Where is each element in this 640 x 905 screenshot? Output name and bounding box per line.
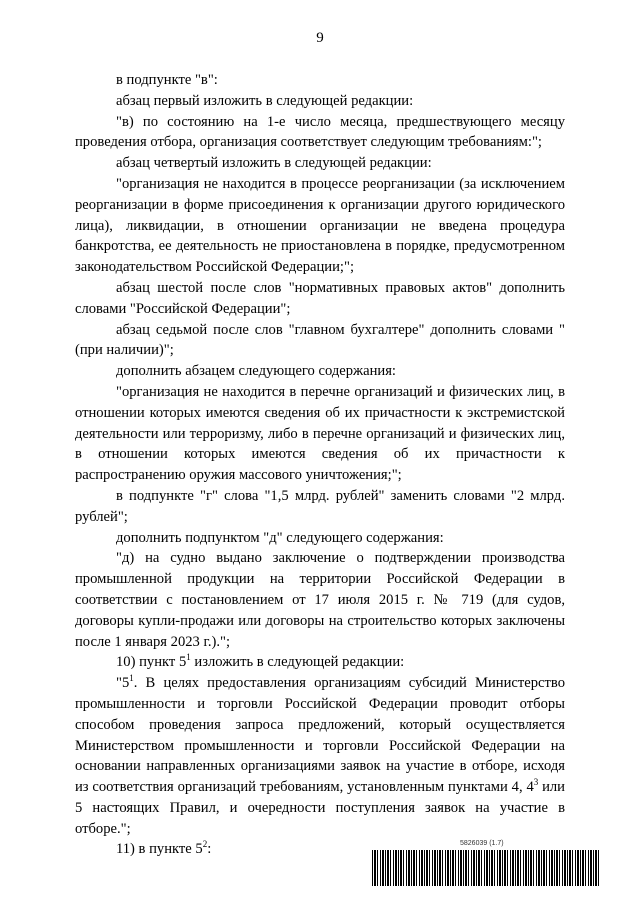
page-number: 9 bbox=[316, 30, 324, 46]
text-run: : bbox=[207, 841, 212, 858]
paragraph: "д) на судно выдано заключение о подтверждении производства промышленной продукции на территории Российской Федерации в соответствии с постановлением от 17 июля 2015 г. № 719 (для судов, договоры купли-продажи или договоры на строительство которых заключены после 1 января 2023 г.)."; bbox=[75, 550, 565, 650]
paragraph-point-10 bbox=[75, 652, 565, 673]
paragraph: в подпункте "в": bbox=[116, 72, 218, 88]
superscript: 2 bbox=[202, 839, 208, 850]
barcode-icon bbox=[372, 850, 600, 886]
superscript: 3 bbox=[533, 777, 539, 788]
barcode-caption: 5826039 (1.7) bbox=[460, 840, 504, 847]
text-run: изложить в следующей редакции: bbox=[190, 654, 405, 671]
document-body bbox=[75, 70, 565, 860]
paragraph: "в) по состоянию на 1-е число месяца, предшествующего месяцу проведения отбора, организация соответствует следующим требованиям:"; bbox=[75, 113, 565, 151]
superscript: 1 bbox=[129, 673, 134, 684]
text-run: или 5 настоящих Правил, и очередности поступления заявок на участие в отборе."; bbox=[75, 779, 565, 837]
paragraph-point-5-1 bbox=[75, 673, 565, 839]
paragraph: "организация не находится в перечне организаций и физических лиц, в отношении которых имеются сведения об их причастности к экстремистской деятельности или терроризму, либо в перечне организаций и физических лиц, в отношении которых имеются сведения об их причастности к распространению оружия массового уничтожения;"; bbox=[75, 383, 565, 484]
paragraph: абзац шестой после слов "нормативных правовых актов" дополнить словами "Российской Федерации"; bbox=[75, 279, 565, 317]
text-run: 11) в пункте 5 bbox=[116, 841, 203, 858]
text-run: . В целях предоставления организациям субсидий Министерство промышленности и торговли Российской Федерации проводит отборы способом проведения запроса предложений, который осуществляется Министерством промышленности и торговли Российской Федерации на основании направленных организациями заявок на участие в отборе, исходя из соответствия организаций требованиям, установленным пунктами 4, 4 bbox=[75, 675, 565, 796]
paragraph: "организация не находится в процессе реорганизации (за исключением реорганизации в форме присоединения к организации другого юридического лица), ликвидации, в отношении организации не введена процедура банкротства, ее деятельность не приостановлена в порядке, предусмотренном законодательством Российской Федерации;"; bbox=[75, 175, 565, 276]
paragraph: абзац четвертый изложить в следующей редакции: bbox=[116, 155, 432, 172]
text-run: "5 bbox=[116, 675, 130, 692]
superscript: 1 bbox=[186, 652, 191, 663]
paragraph: абзац седьмой после слов "главном бухгалтере" дополнить словами "(при наличии)"; bbox=[75, 321, 565, 359]
paragraph: дополнить подпунктом "д" следующего содержания: bbox=[116, 529, 444, 546]
barcode-block bbox=[372, 840, 600, 888]
paragraph: абзац первый изложить в следующей редакции: bbox=[116, 92, 414, 109]
text-run: 10) пункт 5 bbox=[116, 654, 187, 671]
paragraph: дополнить абзацем следующего содержания: bbox=[116, 363, 396, 380]
paragraph: в подпункте "г" слова "1,5 млрд. рублей" заменить словами "2 млрд. рублей"; bbox=[75, 487, 565, 525]
